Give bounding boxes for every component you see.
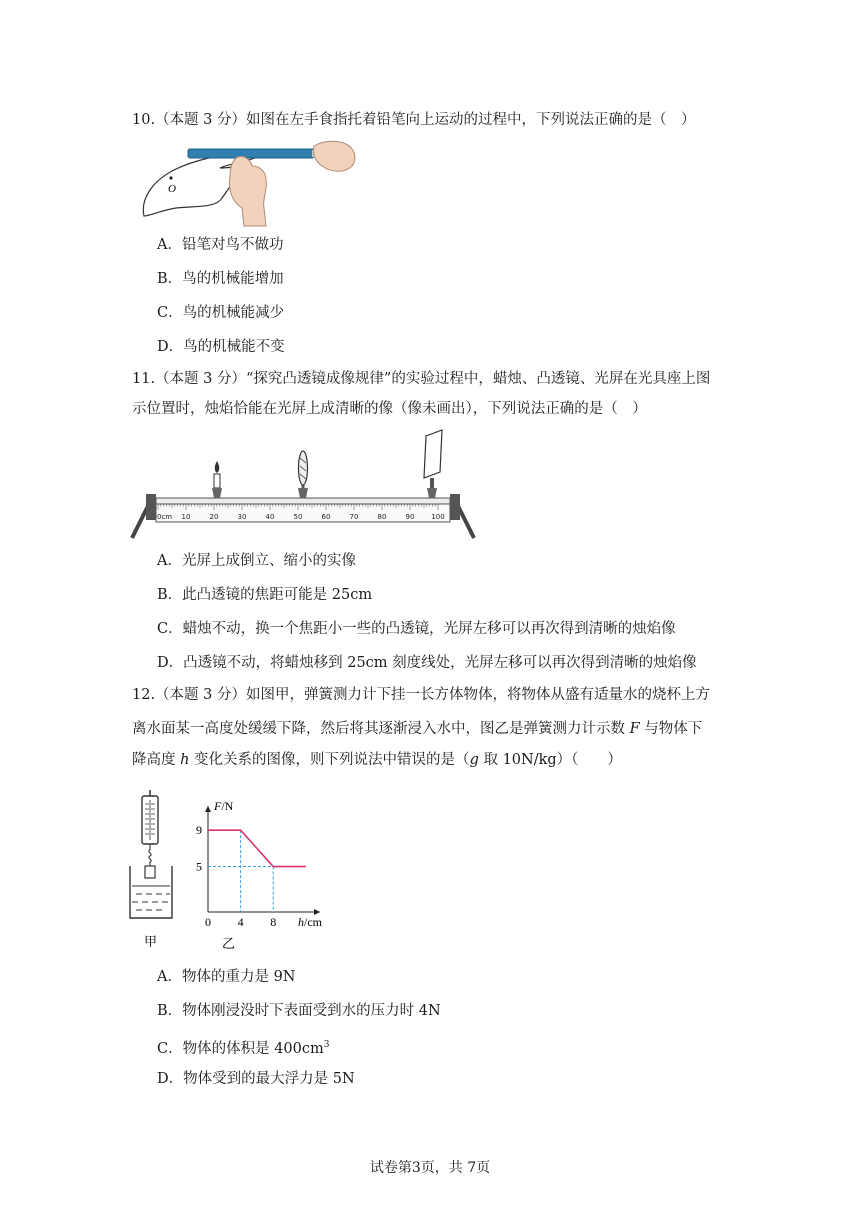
pivot-dot <box>169 176 172 179</box>
light-screen <box>424 430 442 498</box>
ruler-label: 20 <box>209 513 219 521</box>
pivot-label: O <box>168 183 176 195</box>
q12-stem-line1: 12.（本题 3 分）如图甲，弹簧测力计下挂一长方体物体，将物体从盛有适量水的烧杯上方 <box>132 687 710 703</box>
hanging-block <box>145 866 155 878</box>
figure-label-yi: 乙 <box>222 937 236 952</box>
q10-option-c: C．鸟的机械能减少 <box>157 305 285 321</box>
y-tick-label: 9 <box>196 823 202 838</box>
q11-option-c: C．蜡烛不动，换一个焦距小一些的凸透镜，光屏左移可以再次得到清晰的烛焰像 <box>157 621 676 637</box>
ruler-label: 70 <box>349 513 359 521</box>
y-axis-arrow <box>205 806 211 812</box>
x-tick-label: 4 <box>237 915 244 929</box>
ruler-label: 0cm <box>157 513 173 521</box>
ruler-label: 90 <box>405 513 415 521</box>
series-line <box>208 830 306 866</box>
candle <box>212 461 222 498</box>
ruler-label: 50 <box>293 513 303 521</box>
q12-option-b: B．物体刚浸没时下表面受到水的压力时 4N <box>157 1003 441 1019</box>
q10-figure <box>132 136 392 228</box>
optical-bench-figure <box>128 428 478 540</box>
bench-leg-left <box>132 506 148 538</box>
q11-option-b: B．此凸透镜的焦距可能是 25cm <box>157 587 373 603</box>
ruler-label: 30 <box>237 513 247 521</box>
pencil <box>188 149 314 158</box>
left-hand <box>230 156 267 226</box>
chart-guides <box>208 830 273 912</box>
q10-option-b: B．鸟的机械能增加 <box>157 271 284 287</box>
q12-stem-line3: 降高度 h 变化关系的图像，则下列说法中错误的是（g 取 10N/kg）（ ） <box>132 752 622 768</box>
bench-rail <box>156 498 450 504</box>
x-tick-label: 0 <box>205 915 211 929</box>
chart-y-label: F/N <box>214 799 234 813</box>
q10-option-d: D．鸟的机械能不变 <box>157 339 285 355</box>
ruler-label: 100 <box>431 513 445 521</box>
ruler-label: 60 <box>321 513 331 521</box>
q10-stem: 10.（本题 3 分）如图在左手食指托着铅笔向上运动的过程中，下列说法正确的是（ ） <box>132 112 696 128</box>
ruler-label: 40 <box>265 513 275 521</box>
ruler-label: 80 <box>377 513 387 521</box>
right-hand <box>313 141 354 171</box>
chart-x-label: h/cm <box>298 915 322 929</box>
chart-series <box>208 830 306 866</box>
q10-option-a: A．铅笔对鸟不做功 <box>157 237 284 253</box>
bench-leg-right <box>458 506 474 538</box>
force-height-chart <box>190 796 340 952</box>
q12-stem-line2: 离水面某一高度处缓缓下降，然后将其逐渐浸入水中，图乙是弹簧测力计示数 F 与物体下 <box>132 721 703 737</box>
q11-stem-line1: 11.（本题 3 分）“探究凸透镜成像规律”的实验过程中，蜡烛、凸透镜、光屏在光具座上图 <box>132 371 711 387</box>
x-tick-label: 8 <box>270 915 277 929</box>
page-footer: 试卷第3页，共 7页 <box>369 1160 491 1176</box>
spring-scale-figure <box>128 790 184 950</box>
bench-post-right <box>450 494 460 520</box>
q11-stem-line2: 示位置时，烛焰恰能在光屏上成清晰的像（像未画出），下列说法正确的是（ ） <box>132 401 647 417</box>
q12-option-a: A．物体的重力是 9N <box>157 969 296 985</box>
q11-option-a: A．光屏上成倒立、缩小的实像 <box>157 553 356 569</box>
ruler-label: 10 <box>181 513 191 521</box>
q12-option-d: D．物体受到的最大浮力是 5N <box>157 1071 355 1087</box>
q11-option-d: D．凸透镜不动，将蜡烛移到 25cm 刻度线处，光屏左移可以再次得到清晰的烛焰像 <box>157 655 697 671</box>
q12-option-c: C．物体的体积是 $400cm^3$ <box>157 1040 330 1057</box>
convex-lens <box>298 451 308 498</box>
chart-axes <box>205 806 320 915</box>
y-tick-label: 5 <box>196 859 202 874</box>
figure-label-jia: 甲 <box>144 935 158 950</box>
bench-post-left <box>146 494 156 520</box>
